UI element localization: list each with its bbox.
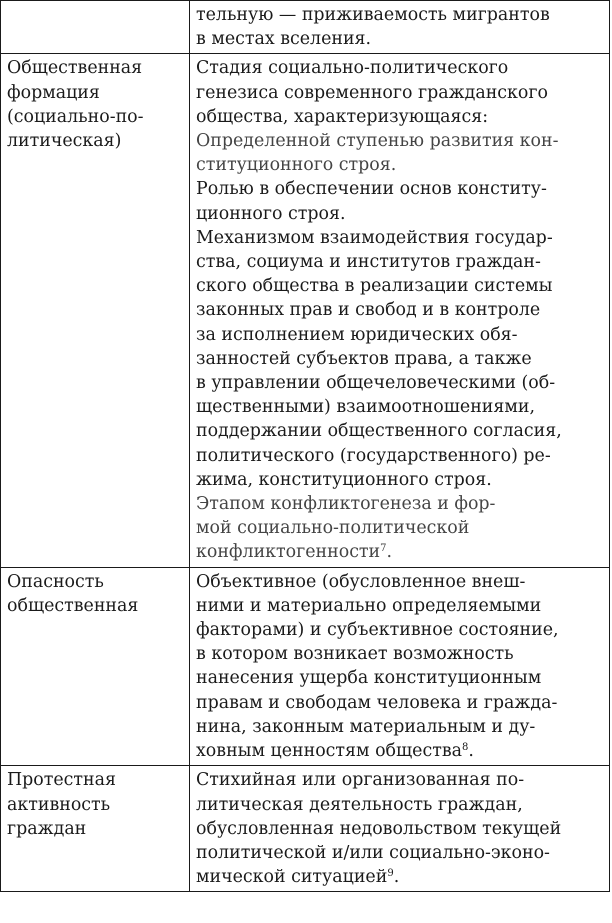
definition-text: Этапом конфликтогенеза и фор- <box>196 494 496 515</box>
term-line: формация <box>7 82 100 103</box>
definition-line <box>196 177 609 201</box>
definition-text: конфликтогенности <box>196 542 381 563</box>
definition-line <box>196 419 609 443</box>
definition-line <box>196 793 609 817</box>
definition-text: тельную — приживаемость мигрантов <box>196 5 550 25</box>
footnote-marker: 7 <box>380 543 387 555</box>
definition-text: генезиса современного гражданского <box>196 82 548 103</box>
definition-line <box>196 468 609 492</box>
definition-text: политического (государственного) ре- <box>196 445 551 466</box>
definition-line <box>196 250 609 274</box>
term-line: граждан <box>7 818 87 839</box>
definition-cell <box>190 567 610 766</box>
footnote-marker: 8 <box>462 742 469 754</box>
definition-line <box>196 715 609 739</box>
definition-text: ского общества в реализации системы <box>196 276 553 297</box>
definition-line <box>196 105 609 129</box>
definition-text: ституционного строя. <box>196 155 397 176</box>
definition-text: ства, социума и институтов граждан- <box>196 252 541 273</box>
definition-line <box>196 618 609 642</box>
definition-line <box>196 323 609 347</box>
definition-line <box>196 570 609 594</box>
definition-line <box>196 3 609 27</box>
definition-text: нанесения ущерба конституционным <box>196 668 542 689</box>
definition-text: мической ситуацией <box>196 867 388 888</box>
definition-text: ними и материально определяемыми <box>196 595 542 616</box>
definition-line <box>196 817 609 841</box>
definition-line <box>196 691 609 715</box>
definition-line <box>196 153 609 177</box>
definition-line <box>196 516 609 540</box>
definition-text: Определенной ступенью развития кон- <box>196 131 559 152</box>
definition-text: Объективное (обусловленное внеш- <box>196 571 526 592</box>
term-line: Опасность <box>7 571 104 592</box>
definition-text: общества, характеризующаяся: <box>196 106 489 127</box>
term-line: (социально-по- <box>7 106 144 127</box>
definition-text: ховным ценностям общества <box>196 741 462 762</box>
definition-line <box>196 841 609 865</box>
definition-text: факторами) и субъективное состояние, <box>196 620 559 641</box>
definition-line <box>196 371 609 395</box>
definition-line <box>196 739 609 763</box>
definition-text: поддержании общественного согласия, <box>196 421 562 442</box>
definition-text: в управлении общечеловеческими (об- <box>196 373 556 394</box>
definition-text: Механизмом взаимодействия государ- <box>196 227 553 248</box>
definition-text: жима, конституционного строя. <box>196 469 492 490</box>
term-line: активность <box>7 794 111 815</box>
definition-cell <box>190 54 610 567</box>
definition-line <box>196 226 609 250</box>
trailing-punctuation: . <box>468 741 474 762</box>
table-row <box>1 567 610 766</box>
definition-line <box>196 347 609 371</box>
definition-text: законных прав и свобод и в контроле <box>196 300 541 321</box>
definition-line <box>196 56 609 80</box>
definition-text: за исполнением юридических обя- <box>196 324 518 345</box>
definition-line <box>196 768 609 792</box>
definition-text: Стихийная или организованная по- <box>196 770 525 791</box>
term-line: Общественная <box>7 58 143 79</box>
table-row <box>1 766 610 892</box>
definition-cell <box>190 1 610 54</box>
definition-text: литическая деятельность граждан, <box>196 794 523 815</box>
definition-line <box>196 129 609 153</box>
term-cell <box>1 766 190 892</box>
definition-text: щественными) взаимоотношениями, <box>196 397 535 418</box>
definition-line <box>196 27 609 51</box>
term-cell <box>1 567 190 766</box>
definition-line <box>196 444 609 468</box>
definition-text: обусловленная недовольством текущей <box>196 818 562 839</box>
term-line: литическая) <box>7 131 122 152</box>
table-row <box>1 54 610 567</box>
definition-text: нина, законным материальным и ду- <box>196 716 536 737</box>
definition-text: мой социально-политической <box>196 518 470 539</box>
definition-line <box>196 298 609 322</box>
definition-line <box>196 642 609 666</box>
term-line: Протестная <box>7 770 116 791</box>
definition-text: в котором возникает возможность <box>196 644 514 665</box>
definition-text: в местах вселения. <box>196 29 372 50</box>
definition-line <box>196 202 609 226</box>
table-row <box>1 1 610 54</box>
definition-text: Ролью в обеспечении основ конститу- <box>196 179 547 200</box>
definition-cell <box>190 766 610 892</box>
definition-line <box>196 865 609 889</box>
term-line: общественная <box>7 595 139 616</box>
definition-text: ционного строя. <box>196 203 346 224</box>
term-cell <box>1 54 190 567</box>
trailing-punctuation: . <box>386 542 393 563</box>
footnote-marker: 9 <box>387 868 394 880</box>
definition-line <box>196 81 609 105</box>
definition-line <box>196 492 609 516</box>
trailing-punctuation: . <box>393 867 400 888</box>
definition-text: Стадия социально-политического <box>196 58 509 79</box>
term-cell <box>1 1 190 54</box>
definition-text: политической и/или социально-эконо- <box>196 842 550 863</box>
definition-line <box>196 666 609 690</box>
definition-line <box>196 540 609 564</box>
definition-line <box>196 594 609 618</box>
definition-text: занностей субъектов права, а также <box>196 348 532 369</box>
definition-line <box>196 274 609 298</box>
definition-line <box>196 395 609 419</box>
definition-text: правам и свободам человека и гражда- <box>196 692 558 713</box>
